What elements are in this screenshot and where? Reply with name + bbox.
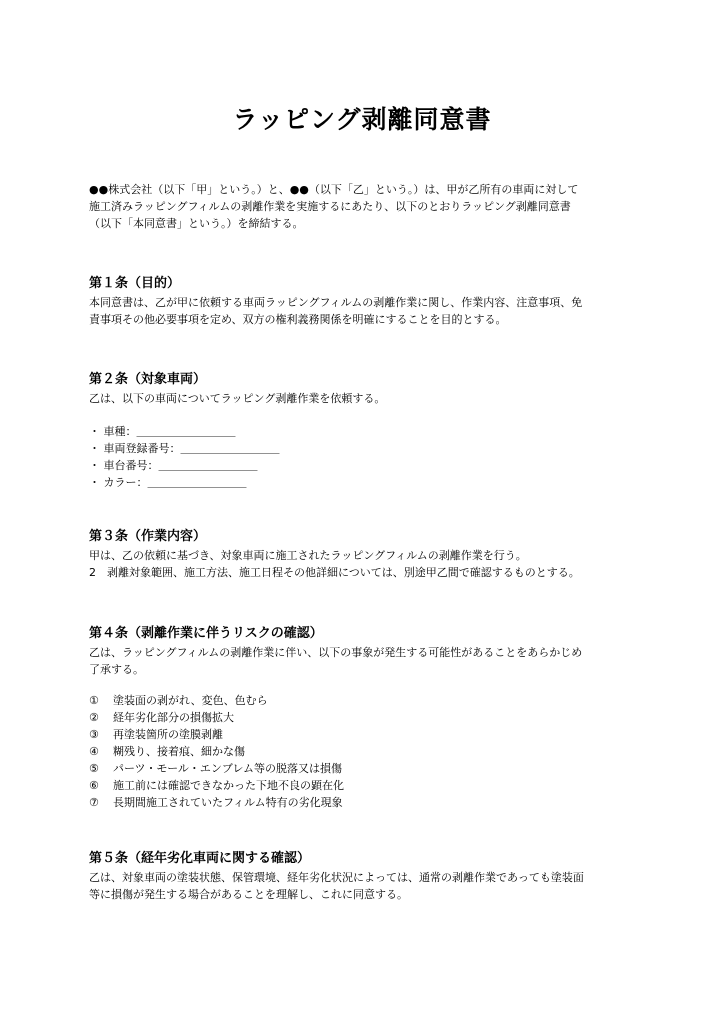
risk-number: ⑥ xyxy=(89,779,99,792)
risk-text: 糊残り、接着痕、細かな傷 xyxy=(113,745,245,758)
intro-paragraph xyxy=(89,181,649,232)
article-2-line: 乙は、以下の車両についてラッピング剥離作業を依頼する。 xyxy=(89,392,386,405)
article-5-line: 等に損傷が発生する場合があることを理解し、これに同意する。 xyxy=(89,888,408,901)
risk-number: ③ xyxy=(89,728,99,741)
risk-text: 再塗装箇所の塗膜剥離 xyxy=(113,728,223,741)
risk-text: パーツ・モール・エンブレム等の脱落又は損傷 xyxy=(113,762,343,775)
color-field: ・ カラー：＿＿＿＿＿＿＿＿＿ xyxy=(89,476,247,489)
risk-list-item xyxy=(89,726,649,743)
risk-text: 長期間施工されていたフィルム特有の劣化現象 xyxy=(113,796,343,809)
intro-line: 施工済みラッピングフィルムの剥離作業を実施するにあたり、以下のとおりラッピング剥離同意書 xyxy=(89,200,571,213)
risk-list-item xyxy=(89,777,649,794)
article-3-line: 2 剥離対象範囲、施工方法、施工日程その他詳細については、別途甲乙間で確認するものとする。 xyxy=(89,566,580,579)
article-2 xyxy=(89,370,649,491)
risk-list-item xyxy=(89,743,649,760)
risk-list-item xyxy=(89,760,649,777)
risk-list-item xyxy=(89,794,649,811)
article-1 xyxy=(89,274,649,328)
risk-text: 塗装面の剥がれ、変色、色むら xyxy=(113,694,268,707)
risk-text: 施工前には確認できなかった下地不良の顕在化 xyxy=(113,779,344,792)
risk-number: ⑦ xyxy=(89,796,99,809)
vehicle-model-field: ・ 車種：＿＿＿＿＿＿＿＿＿ xyxy=(89,425,236,438)
risk-number: ① xyxy=(89,694,99,707)
article-3-line: 甲は、乙の依頼に基づき、対象車両に施工されたラッピングフィルムの剥離作業を行う。 xyxy=(89,549,527,562)
article-5-heading: 第５条（経年劣化車両に関する確認） xyxy=(89,851,311,866)
registration-number-field: ・ 車両登録番号：＿＿＿＿＿＿＿＿＿ xyxy=(89,442,280,455)
article-5 xyxy=(89,849,649,903)
article-4 xyxy=(89,624,649,811)
article-1-line: 本同意書は、乙が甲に依頼する車両ラッピングフィルムの剥離作業に関し、作業内容、注意事項、免 xyxy=(89,296,583,309)
risk-text: 経年劣化部分の損傷拡大 xyxy=(113,711,234,724)
chassis-number-field: ・ 車台番号：＿＿＿＿＿＿＿＿＿ xyxy=(89,459,258,472)
risk-number: ② xyxy=(89,711,99,724)
article-1-line: 責事項その他必要事項を定め、双方の権利義務関係を明確にすることを目的とする。 xyxy=(89,313,507,326)
risk-number: ⑤ xyxy=(89,762,99,775)
intro-line: （以下「本同意書」という。）を締結する。 xyxy=(89,217,304,230)
article-4-heading: 第４条（剥離作業に伴うリスクの確認） xyxy=(89,626,323,641)
article-2-heading: 第２条（対象車両） xyxy=(89,372,207,387)
intro-line: ●●株式会社（以下「甲」という。）と、●●（以下「乙」という。）は、甲が乙所有の車両に対して xyxy=(89,183,579,196)
risk-list-item xyxy=(89,692,649,709)
document-title: ラッピング剥離同意書 xyxy=(232,105,492,134)
article-5-line: 乙は、対象車両の塗装状態、保管環境、経年劣化状況によっては、通常の剥離作業であっても塗装面 xyxy=(89,871,584,884)
risk-list-item xyxy=(89,709,649,726)
article-4-line: 乙は、ラッピングフィルムの剥離作業に伴い、以下の事象が発生する可能性があることをあらかじめ xyxy=(89,646,583,659)
article-1-heading: 第１条（目的） xyxy=(89,276,181,291)
risk-number: ④ xyxy=(89,745,99,758)
article-3 xyxy=(89,527,649,581)
article-3-heading: 第３条（作業内容） xyxy=(89,529,207,544)
article-4-line: 了承する。 xyxy=(89,663,144,676)
